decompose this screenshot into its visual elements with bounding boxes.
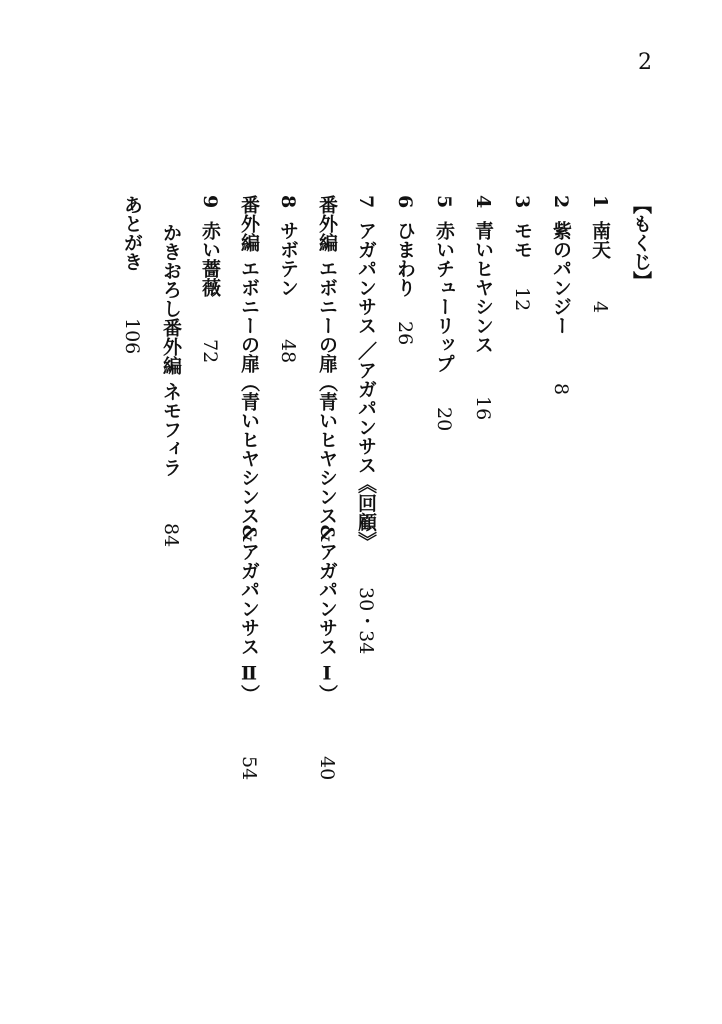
entry-page: 4 — [589, 301, 611, 314]
entry-page: 40 — [316, 756, 338, 781]
table-of-contents — [100, 195, 660, 795]
toc-entry-6[interactable] — [385, 195, 424, 795]
entry-number: 3 — [511, 195, 533, 209]
toc-entry-4[interactable] — [463, 195, 502, 795]
toc-entry-8[interactable] — [268, 195, 307, 795]
entry-number: 6 — [394, 195, 416, 209]
entry-title: 番外編 エボニーの扉（青いヒヤシンス&アガパンサス Ⅰ） — [316, 195, 338, 704]
entry-title: かきおろし番外編 ネモフィラ — [160, 223, 182, 477]
entry-number: 2 — [550, 195, 572, 209]
entry-number: 5 — [433, 195, 455, 209]
toc-entry-extra-2[interactable] — [229, 195, 268, 795]
entry-page: 54 — [238, 756, 260, 781]
toc-entry-9[interactable] — [190, 195, 229, 795]
entry-title: 紫のパンジー — [550, 220, 572, 335]
toc-heading: 【もくじ】 — [630, 195, 652, 290]
entry-page: 16 — [472, 396, 494, 421]
page-number: 2 — [638, 50, 652, 75]
toc-entry-bonus[interactable] — [151, 195, 190, 795]
entry-page: 72 — [199, 339, 221, 364]
entry-title: サボテン — [277, 220, 299, 297]
entry-number: 1 — [589, 195, 611, 209]
entry-title: モモ — [511, 220, 533, 259]
toc-entry-3[interactable] — [502, 195, 541, 795]
entry-page: 84 — [160, 523, 182, 548]
toc-entry-5[interactable] — [424, 195, 463, 795]
toc-entry-7[interactable] — [346, 195, 385, 795]
entry-number: 4 — [472, 195, 494, 209]
entry-title: 青いヒヤシンス — [472, 220, 494, 354]
entry-title: 赤い薔薇 — [199, 220, 221, 297]
toc-entry-1[interactable] — [580, 195, 619, 795]
toc-entry-extra-1[interactable] — [307, 195, 346, 795]
entry-page: 30・34 — [355, 587, 377, 655]
toc-entry-afterword[interactable] — [112, 195, 151, 795]
entry-number: 8 — [277, 195, 299, 209]
entry-page: 106 — [121, 317, 143, 354]
entry-title: ひまわり — [394, 220, 416, 297]
entry-title: 南天 — [589, 220, 611, 259]
entry-number: 7 — [355, 195, 377, 209]
entry-page: 8 — [550, 383, 572, 396]
entry-number: 9 — [199, 195, 221, 209]
entry-page: 26 — [394, 321, 416, 346]
entry-page: 12 — [511, 287, 533, 312]
entry-title: アガパンサス ／アガパンサス《回顧》 — [355, 220, 377, 551]
entry-title: 赤いチューリップ — [433, 220, 455, 373]
toc-entry-2[interactable] — [541, 195, 580, 795]
entry-title: 番外編 エボニーの扉（青いヒヤシンス&アガパンサス Ⅱ） — [238, 195, 260, 704]
entry-page: 20 — [433, 407, 455, 432]
entry-title: あとがき — [121, 195, 143, 271]
entry-page: 48 — [277, 339, 299, 364]
